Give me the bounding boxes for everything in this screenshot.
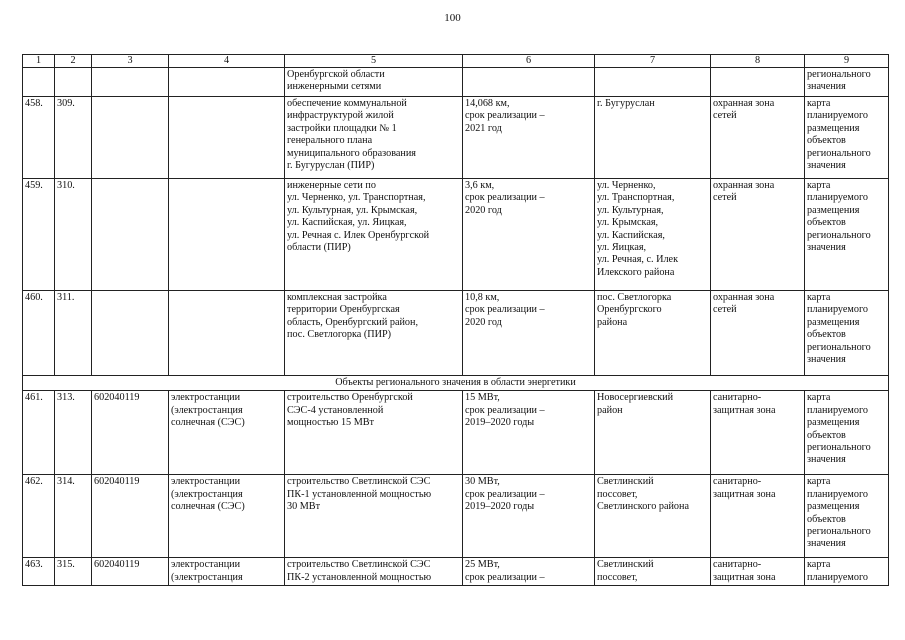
cell: 314. <box>55 475 92 558</box>
cell: г. Бугуруслан <box>595 97 711 179</box>
cell: обеспечение коммунальной инфраструктурой жилой застройки площадки № 1 генерального плана муниципального образования г. Бугуруслан (ПИР) <box>285 97 463 179</box>
cell: ул. Черненко, ул. Транспортная, ул. Культурная, ул. Крымская, ул. Каспийская, ул. Яицкая, ул. Речная, с. Илек Илекского района <box>595 179 711 291</box>
cell: 313. <box>55 391 92 475</box>
cell: карта планируемого <box>805 558 889 586</box>
cell: 15 МВт, срок реализации – 2019–2020 годы <box>463 391 595 475</box>
col-header: 9 <box>805 55 889 68</box>
cell <box>92 68 169 97</box>
col-header: 5 <box>285 55 463 68</box>
cell: карта планируемого размещения объектов регионального значения <box>805 475 889 558</box>
cell <box>463 68 595 97</box>
cell <box>55 68 92 97</box>
cell: санитарно- защитная зона <box>711 558 805 586</box>
cell: 30 МВт, срок реализации – 2019–2020 годы <box>463 475 595 558</box>
header-row <box>23 55 889 68</box>
col-header: 3 <box>92 55 169 68</box>
cell: строительство Светлинской СЭС ПК-1 установленной мощностью 30 МВт <box>285 475 463 558</box>
cell: комплексная застройка территории Оренбургская область, Оренбургский район, пос. Светлогорка (ПИР) <box>285 291 463 376</box>
cell: строительство Оренбургской СЭС-4 установленной мощностью 15 МВт <box>285 391 463 475</box>
table-row <box>23 97 889 179</box>
cell: карта планируемого размещения объектов регионального значения <box>805 179 889 291</box>
col-header: 1 <box>23 55 55 68</box>
cell: регионального значения <box>805 68 889 97</box>
cell <box>92 97 169 179</box>
section-row <box>23 376 889 391</box>
cell: 14,068 км, срок реализации – 2021 год <box>463 97 595 179</box>
table-row <box>23 391 889 475</box>
cell: Новосергиевский район <box>595 391 711 475</box>
col-header: 2 <box>55 55 92 68</box>
cell: 602040119 <box>92 558 169 586</box>
cell: 462. <box>23 475 55 558</box>
cell: 309. <box>55 97 92 179</box>
cell <box>92 291 169 376</box>
cell: 25 МВт, срок реализации – <box>463 558 595 586</box>
cell: 310. <box>55 179 92 291</box>
cell: 461. <box>23 391 55 475</box>
table-row <box>23 179 889 291</box>
col-header: 6 <box>463 55 595 68</box>
cell: 315. <box>55 558 92 586</box>
cell: 458. <box>23 97 55 179</box>
cell: Оренбургской области инженерными сетями <box>285 68 463 97</box>
objects-table <box>22 54 889 586</box>
continuation-row <box>23 68 889 97</box>
cell: Светлинский поссовет, <box>595 558 711 586</box>
cell: 460. <box>23 291 55 376</box>
page-number: 100 <box>444 12 461 24</box>
cell: электростанции (электростанция солнечная (СЭС) <box>169 391 285 475</box>
table-row <box>23 558 889 586</box>
table-row <box>23 291 889 376</box>
cell <box>169 291 285 376</box>
cell <box>23 68 55 97</box>
cell <box>92 179 169 291</box>
col-header: 7 <box>595 55 711 68</box>
section-title: Объекты регионального значения в области энергетики <box>23 376 889 391</box>
cell: 3,6 км, срок реализации – 2020 год <box>463 179 595 291</box>
cell: охранная зона сетей <box>711 179 805 291</box>
cell: 602040119 <box>92 475 169 558</box>
cell: инженерные сети по ул. Черненко, ул. Транспортная, ул. Культурная, ул. Крымская, ул. Каспийская, ул. Яицкая, ул. Речная с. Илек Оренбургской области (ПИР) <box>285 179 463 291</box>
cell: карта планируемого размещения объектов регионального значения <box>805 291 889 376</box>
col-header: 4 <box>169 55 285 68</box>
cell: 463. <box>23 558 55 586</box>
cell: электростанции (электростанция солнечная (СЭС) <box>169 475 285 558</box>
cell <box>169 179 285 291</box>
cell <box>169 97 285 179</box>
cell: пос. Светлогорка Оренбургского района <box>595 291 711 376</box>
cell: охранная зона сетей <box>711 291 805 376</box>
cell <box>711 68 805 97</box>
cell <box>169 68 285 97</box>
cell: 311. <box>55 291 92 376</box>
cell: строительство Светлинской СЭС ПК-2 установленной мощностью <box>285 558 463 586</box>
cell: санитарно- защитная зона <box>711 391 805 475</box>
cell: 602040119 <box>92 391 169 475</box>
col-header: 8 <box>711 55 805 68</box>
cell: электростанции (электростанция <box>169 558 285 586</box>
cell <box>595 68 711 97</box>
table-row <box>23 475 889 558</box>
cell: охранная зона сетей <box>711 97 805 179</box>
cell: карта планируемого размещения объектов регионального значения <box>805 97 889 179</box>
cell: карта планируемого размещения объектов регионального значения <box>805 391 889 475</box>
cell: 10,8 км, срок реализации – 2020 год <box>463 291 595 376</box>
cell: 459. <box>23 179 55 291</box>
cell: санитарно- защитная зона <box>711 475 805 558</box>
cell: Светлинский поссовет, Светлинского района <box>595 475 711 558</box>
